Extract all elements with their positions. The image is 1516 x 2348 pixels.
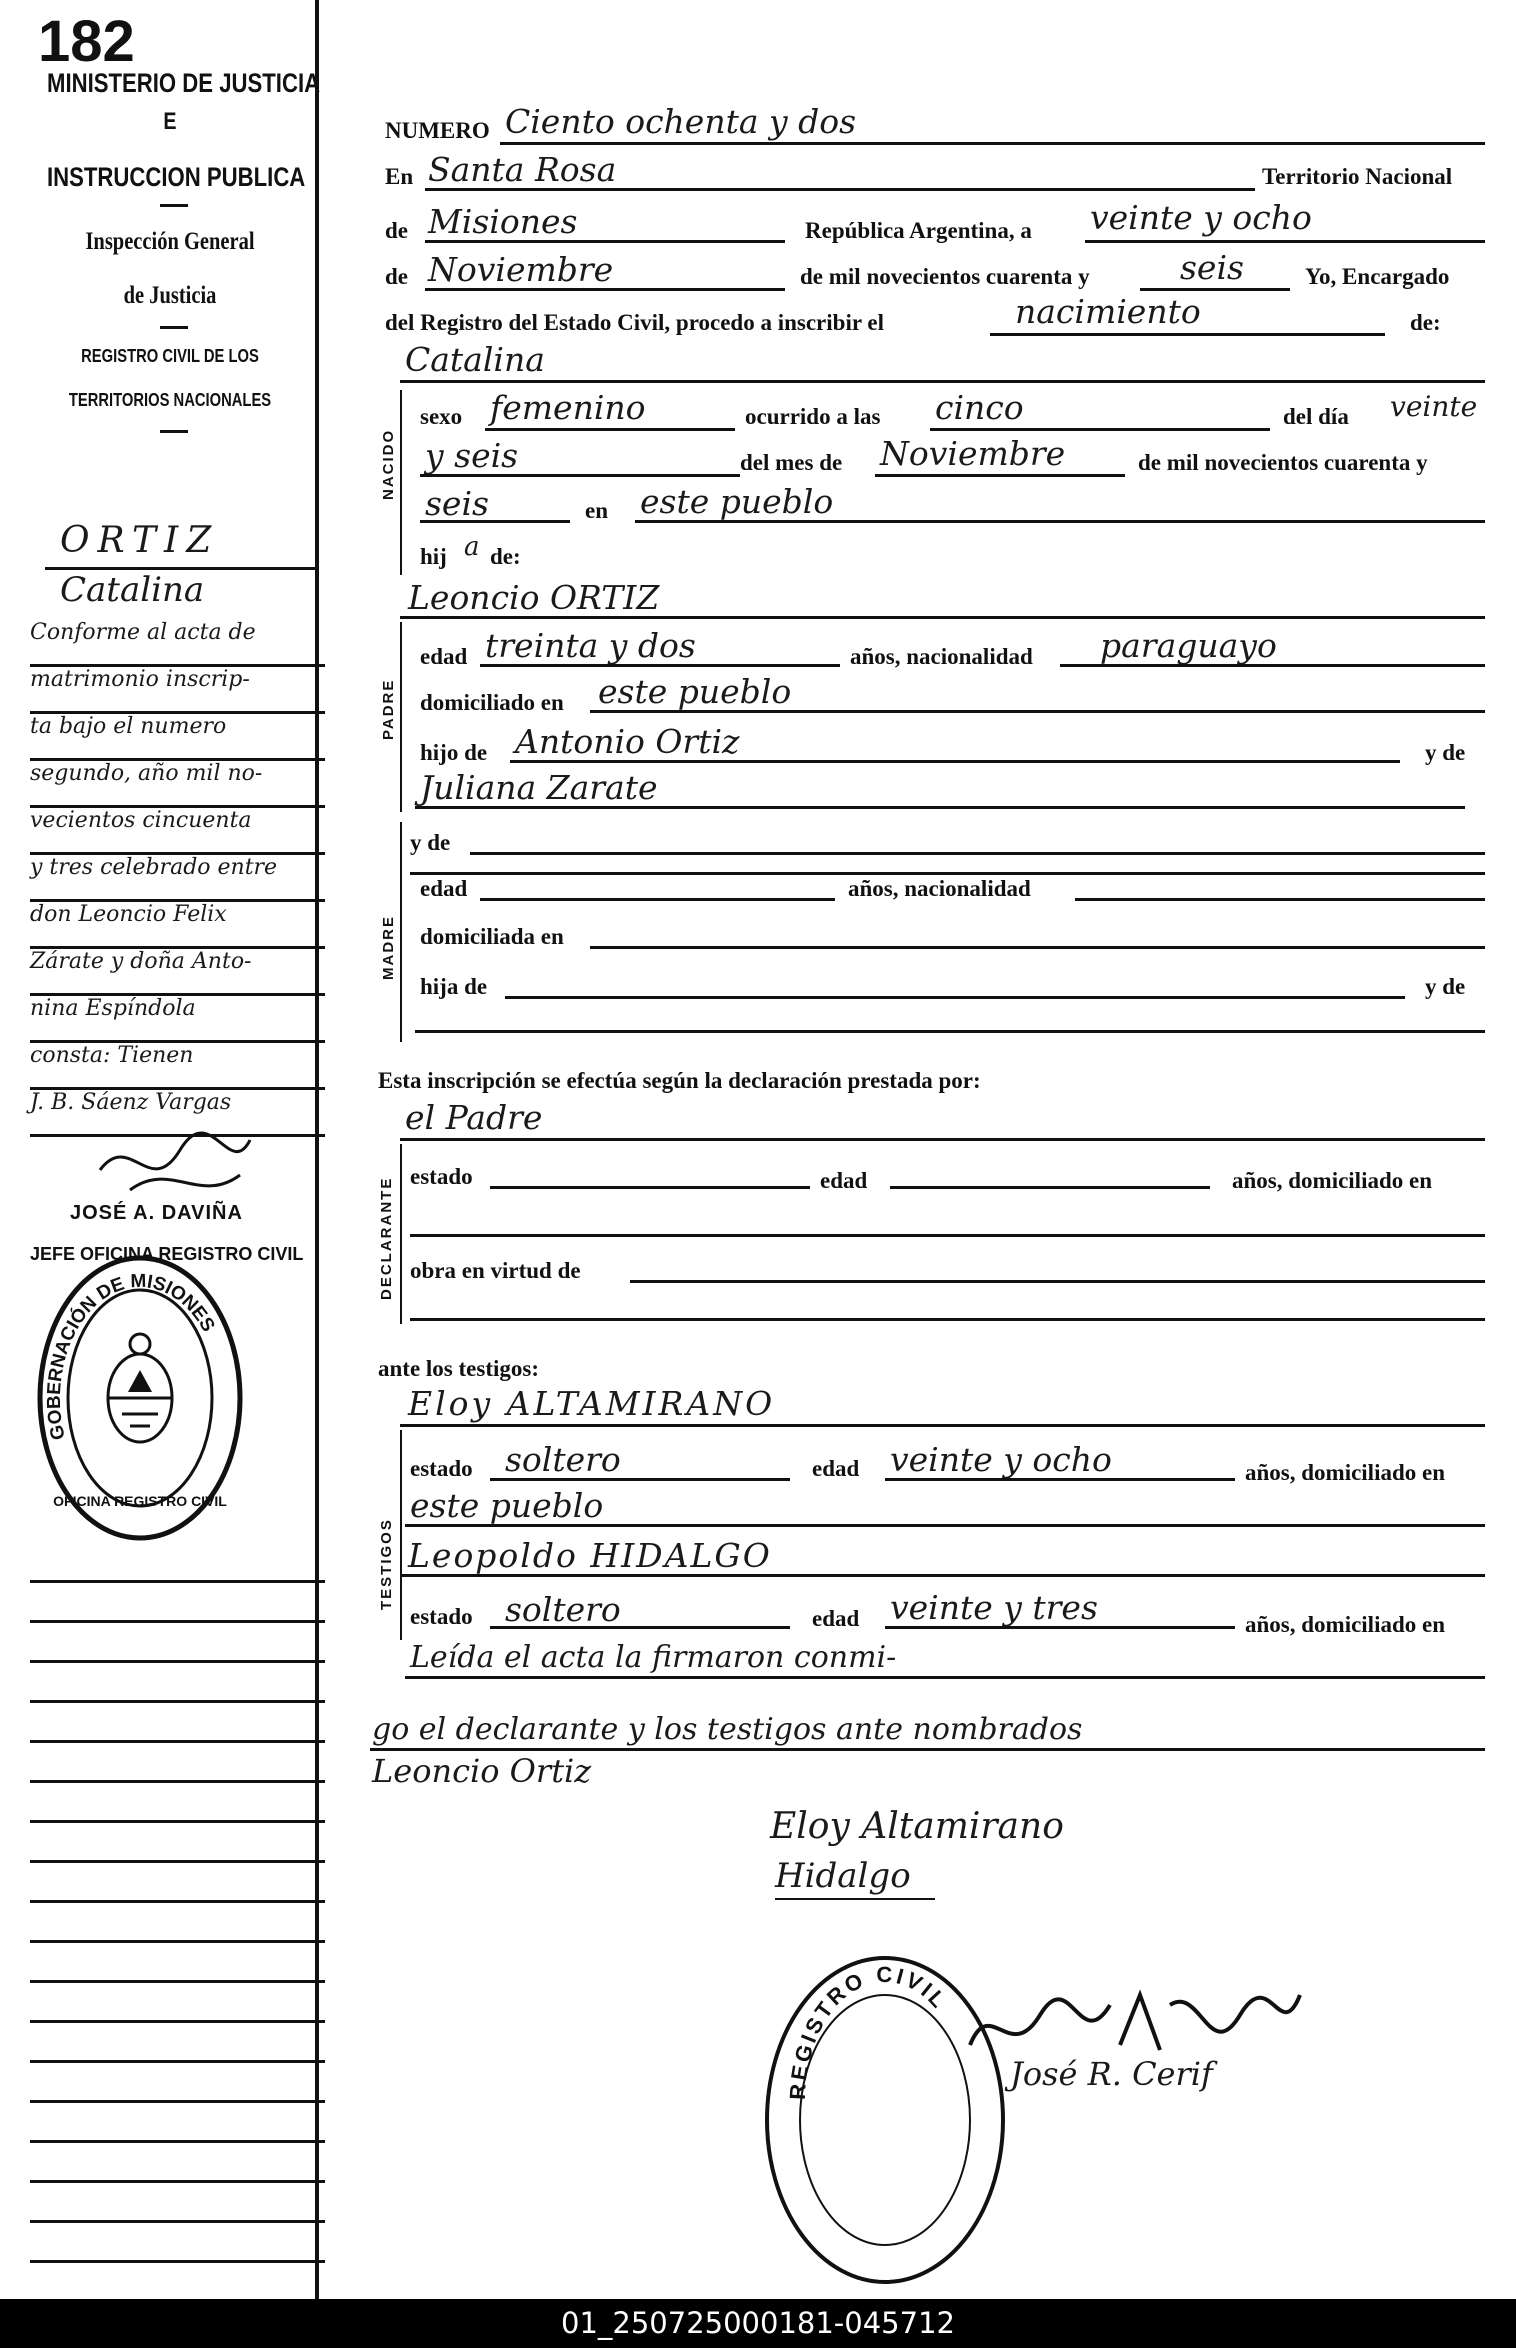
testigo2-rule [400, 1574, 1485, 1577]
hijo-label: hij [420, 544, 447, 569]
declarante-edad-rule [890, 1186, 1210, 1189]
madre-anios-label: años, nacionalidad [848, 876, 1031, 901]
padre-domiciliado-label: domiciliado en [420, 690, 564, 715]
nacido-anio-label: de mil novecientos cuarenta y [1138, 450, 1428, 475]
territorio-value: Misiones [428, 202, 578, 241]
margin-rule [30, 1940, 325, 1943]
margin-rule [30, 1900, 325, 1903]
margin-rule [30, 1620, 325, 1623]
abuela-value: Juliana Zarate [420, 768, 658, 807]
hijo-de-label: de: [490, 544, 521, 569]
margin-rule [30, 2140, 325, 2143]
en-label: En [385, 164, 414, 189]
padre-bracket [400, 622, 402, 812]
testigo2-estado-label: estado [410, 1604, 473, 1629]
closing-rule-2 [370, 1748, 1485, 1751]
testigos-bracket [400, 1430, 402, 1640]
sexo-label: sexo [420, 404, 463, 429]
anio-value: seis [1180, 248, 1244, 287]
lugar-value: este pueblo [640, 482, 834, 521]
margin-note-line: Conforme al acta de [30, 620, 325, 667]
registry-line-2: TERRITORIOS NACIONALES [68, 390, 272, 410]
header-divider [160, 204, 188, 207]
margin-note-line: consta: Tienen [30, 1043, 325, 1090]
abuela-rule [415, 806, 1465, 809]
inspection-line-1: Inspección General [85, 228, 255, 255]
document-id-footer: 01_250725000181-045712 [0, 2299, 1516, 2348]
fecha-mes-value: Noviembre [428, 250, 614, 289]
closing-line-1: Leída el acta la firmaron conmi- [410, 1640, 897, 1675]
declarante-anios-label: años, domiciliado en [1232, 1168, 1433, 1193]
del-mes-label: del mes de [740, 450, 843, 475]
abuelo-value: Antonio Ortiz [515, 722, 740, 761]
margin-rule [30, 2100, 325, 2103]
en-lugar-label: en [585, 498, 608, 523]
nombre-rule [400, 380, 1485, 383]
fecha-dia-rule [1085, 240, 1485, 243]
padre-nacionalidad-value: paraguayo [1100, 626, 1277, 665]
madre-edad-rule [480, 898, 835, 901]
padre-anios-label: años, nacionalidad [850, 644, 1033, 669]
madre-edad-label: edad [420, 876, 468, 901]
margin-note-line: vecientos cincuenta [30, 808, 325, 855]
left-seal-ring-text: GOBERNACIÓN DE MISIONES [43, 1270, 219, 1442]
padre-edad-rule [480, 664, 840, 667]
declarante-edad-label: edad [820, 1168, 868, 1193]
margin-note-line: y tres celebrado entre [30, 855, 325, 902]
margin-note-line: Zárate y doña Anto- [30, 949, 325, 996]
margin-note-line: don Leoncio Felix [30, 902, 325, 949]
sexo-value: femenino [490, 388, 646, 427]
margin-note-line: ta bajo el numero [30, 714, 325, 761]
ministry-line-3: INSTRUCCION PUBLICA [47, 162, 306, 192]
registry-line-1: REGISTRO CIVIL DE LOS [81, 346, 259, 366]
testigos-section-label: TESTIGOS [378, 1518, 395, 1610]
numero-label: NUMERO [385, 118, 490, 143]
declarante-section-label: DECLARANTE [378, 1176, 395, 1300]
mes-rule [875, 474, 1125, 477]
en-rule [425, 188, 1255, 191]
testigo1-edad-label: edad [812, 1456, 860, 1481]
madre-hija-de-label: hija de [420, 974, 488, 999]
header-divider-2 [160, 326, 188, 329]
testigo1-rule [400, 1424, 1485, 1427]
de2-label: de: [1410, 310, 1441, 335]
margin-signature-scribble [90, 1120, 260, 1210]
testigo1-domicilio-rule [405, 1524, 1485, 1527]
declarante-bracket [400, 1144, 402, 1324]
margin-rule [30, 1740, 325, 1743]
padre-nombre-rule [400, 616, 1485, 619]
testigo2-value: Leopoldo HIDALGO [408, 1536, 772, 1575]
padre-domicilio-value: este pueblo [598, 672, 792, 711]
padre-edad-value: treinta y dos [485, 626, 696, 665]
madre-domiciliada-label: domiciliada en [420, 924, 564, 949]
declarante-estado-label: estado [410, 1164, 473, 1189]
mes-value: Noviembre [880, 434, 1066, 473]
madre-y-de-label: y de [410, 830, 451, 855]
dia-rule [420, 474, 740, 477]
testigos-intro-label: ante los testigos: [378, 1356, 539, 1381]
margin-rule [30, 1860, 325, 1863]
testigo1-edad-value: veinte y ocho [890, 1440, 1112, 1479]
abuelo-rule [510, 760, 1400, 763]
nombre-value: Catalina [405, 340, 545, 379]
padre-y-de-label: y de [1425, 740, 1466, 765]
madre-domicilio-rule [590, 946, 1485, 949]
svg-text:REGISTRO CIVIL [785, 1962, 953, 2101]
testigo1-anios-label: años, domiciliado en [1245, 1460, 1446, 1485]
ministry-line-2: E [163, 108, 177, 135]
padre-hijo-de-label: hijo de [420, 740, 488, 765]
numero-value: Ciento ochenta y dos [505, 102, 857, 141]
ministry-line-1: MINISTERIO DE JUSTICIA [47, 68, 321, 98]
margin-rule [30, 1820, 325, 1823]
fecha-dia-value: veinte y ocho [1090, 198, 1312, 237]
margin-rule [30, 2060, 325, 2063]
margin-rule [30, 1700, 325, 1703]
tipo-rule [990, 333, 1385, 336]
margin-rule [30, 2020, 325, 2023]
declarante-rule [400, 1138, 1485, 1141]
hora-value: cinco [935, 388, 1024, 427]
header-divider-3 [160, 430, 188, 433]
encargado-label: Yo, Encargado [1305, 264, 1450, 289]
margin-note-line: matrimonio inscrip- [30, 667, 325, 714]
madre-section-label: MADRE [380, 915, 397, 980]
left-official-seal [35, 1248, 245, 1548]
margin-rule [30, 2220, 325, 2223]
obra-rule-2 [410, 1318, 1485, 1321]
lugar-rule [635, 520, 1485, 523]
margin-rule [30, 1580, 325, 1583]
left-seal-bottom-text: OFICINA REGISTRO CIVIL [53, 1493, 227, 1509]
testigo2-signature: Hidalgo [775, 1856, 911, 1896]
obra-rule [630, 1280, 1485, 1283]
inspection-line-2: de Justicia [123, 282, 217, 309]
margin-rule [30, 1780, 325, 1783]
declarante-domicilio-rule [410, 1234, 1485, 1237]
del-dia-label: del día [1283, 404, 1349, 429]
testigo1-estado-rule [490, 1478, 790, 1481]
margin-rule [30, 1660, 325, 1663]
testigo1-signature: Eloy Altamirano [770, 1806, 1064, 1847]
margin-rule [30, 2260, 325, 2263]
margin-signature-line: J. B. Sáenz Vargas [30, 1090, 325, 1137]
nacido-bracket [400, 390, 402, 575]
registro-label: del Registro del Estado Civil, procedo a inscribir el [385, 310, 884, 335]
testigo1-value: Eloy ALTAMIRANO [408, 1384, 776, 1423]
encargado-signature-2: José R. Cerif [1010, 2055, 1213, 2093]
madre-nombre-rule [470, 852, 1485, 855]
declaracion-intro-label: Esta inscripción se efectúa según la declaración prestada por: [378, 1068, 981, 1093]
de-label: de [385, 218, 408, 243]
madre-bracket [400, 822, 402, 1042]
en-value: Santa Rosa [428, 150, 617, 189]
fecha-mes-rule [425, 288, 785, 291]
padre-domicilio-rule [590, 710, 1485, 713]
madre-madre-rule [415, 1030, 1485, 1033]
obra-label: obra en virtud de [410, 1258, 581, 1283]
madre-nombre-rule-2 [410, 872, 1485, 875]
testigo2-edad-value: veinte y tres [890, 1588, 1098, 1627]
margin-note-line: nina Espíndola [30, 996, 325, 1043]
testigo2-estado-value: soltero [505, 1590, 621, 1629]
dia-value-b: y seis [425, 436, 519, 475]
nacido-anio-value: seis [425, 484, 489, 523]
padre-section-label: PADRE [380, 678, 397, 740]
testigo2-anios-label: años, domiciliado en [1245, 1612, 1446, 1637]
madre-padre-rule [505, 996, 1405, 999]
margin-rule [30, 1980, 325, 1983]
territorio-rule [425, 240, 785, 243]
nacido-section-label: NACIDO [380, 428, 397, 500]
padre-edad-label: edad [420, 644, 468, 669]
testigo1-estado-value: soltero [505, 1440, 621, 1479]
margin-surname: ORTIZ [60, 520, 220, 561]
testigo2-estado-rule [490, 1626, 790, 1629]
madre-nacionalidad-rule [1075, 898, 1485, 901]
republica-label: República Argentina, a [805, 218, 1032, 243]
de-mes-label: de [385, 264, 408, 289]
ocurrido-label: ocurrido a las [745, 404, 881, 429]
territorio-label: Territorio Nacional [1262, 164, 1453, 189]
page-number: 182 [38, 9, 135, 74]
tipo-value: nacimiento [1015, 292, 1201, 331]
padre-nombre-value: Leoncio ORTIZ [408, 578, 660, 617]
anio-rule [1140, 288, 1290, 291]
hijo-suffix: a [464, 532, 480, 562]
dia-value-a: veinte [1390, 390, 1478, 423]
padre-nacionalidad-rule [1060, 664, 1485, 667]
declarante-estado-rule [490, 1186, 810, 1189]
testigo2-edad-rule [885, 1626, 1235, 1629]
official-title: JEFE OFICINA REGISTRO CIVIL [30, 1244, 304, 1264]
testigo2-signature-underline [775, 1898, 935, 1900]
testigo1-edad-rule [885, 1478, 1235, 1481]
closing-rule-1 [405, 1676, 1485, 1679]
official-name: JOSÉ A. DAVIÑA [70, 1202, 243, 1224]
declarante-value: el Padre [405, 1098, 543, 1137]
margin-rule [30, 2180, 325, 2183]
madre-y-de2-label: y de [1425, 974, 1466, 999]
margin-given-name: Catalina [60, 570, 205, 610]
right-seal-ring-text: REGISTRO CIVIL [784, 1961, 953, 2101]
nacido-anio-rule [420, 520, 570, 523]
testigo1-estado-label: estado [410, 1456, 473, 1481]
declarante-signature: Leoncio Ortiz [372, 1752, 592, 1790]
hora-rule [930, 428, 1270, 431]
sexo-rule [485, 428, 735, 431]
testigo1-domicilio-value: este pueblo [410, 1486, 604, 1525]
testigo2-edad-label: edad [812, 1606, 860, 1631]
closing-line-2: go el declarante y los testigos ante nombrados [372, 1712, 1083, 1747]
margin-note-block [30, 620, 325, 1137]
left-column-divider [315, 0, 319, 2299]
margin-note-line: segundo, año mil no- [30, 761, 325, 808]
numero-rule [500, 142, 1485, 145]
encargado-signature [1000, 2010, 1006, 2011]
anio-label: de mil novecientos cuarenta y [800, 264, 1090, 289]
